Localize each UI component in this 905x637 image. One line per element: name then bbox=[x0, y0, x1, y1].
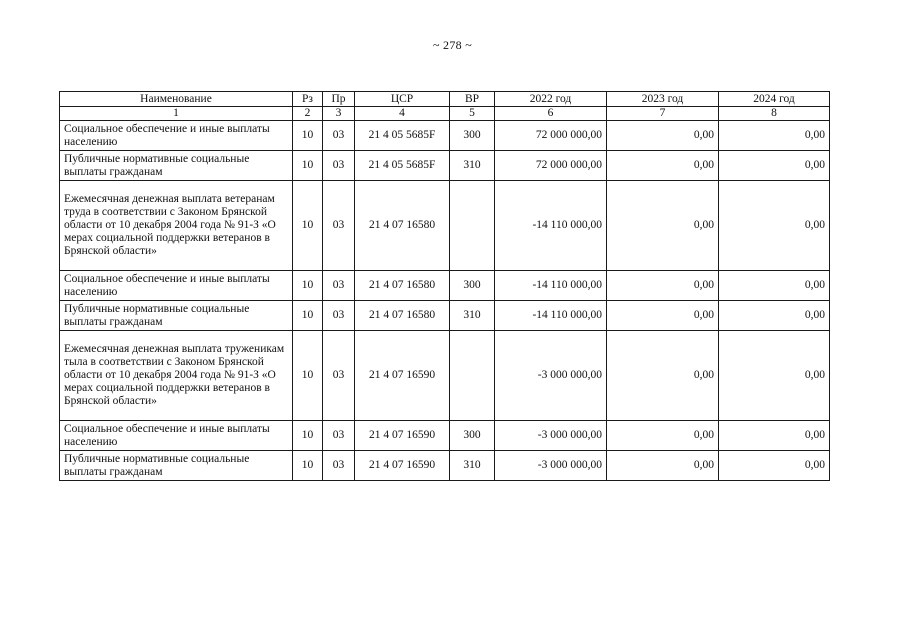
table-row bbox=[60, 451, 830, 481]
page-number: ~ 278 ~ bbox=[432, 38, 473, 52]
row-csr: 21 4 07 16580 bbox=[355, 181, 450, 271]
row-2024: 0,00 bbox=[719, 421, 830, 451]
table-row bbox=[60, 271, 830, 301]
row-name: Публичные нормативные социальные выплаты гражданам bbox=[60, 151, 293, 181]
row-2024: 0,00 bbox=[719, 331, 830, 421]
column-number: 2 bbox=[293, 107, 323, 121]
row-2023: 0,00 bbox=[607, 331, 719, 421]
row-rz: 10 bbox=[293, 301, 323, 331]
row-2024: 0,00 bbox=[719, 301, 830, 331]
row-2024: 0,00 bbox=[719, 151, 830, 181]
row-2023: 0,00 bbox=[607, 121, 719, 151]
row-rz: 10 bbox=[293, 121, 323, 151]
row-rz: 10 bbox=[293, 271, 323, 301]
column-number: 8 bbox=[719, 107, 830, 121]
row-name: Публичные нормативные социальные выплаты гражданам bbox=[60, 301, 293, 331]
row-rz: 10 bbox=[293, 181, 323, 271]
row-rz: 10 bbox=[293, 451, 323, 481]
table-row bbox=[60, 151, 830, 181]
row-2022: -3 000 000,00 bbox=[495, 451, 607, 481]
row-name: Ежемесячная денежная выплата труженикам тыла в соответствии с Законом Брянской области от 10 декабря 2004 года № 91-З «О мерах социальной поддержки ветеранов в Брянской области» bbox=[60, 331, 293, 421]
row-name: Публичные нормативные социальные выплаты гражданам bbox=[60, 451, 293, 481]
column-number: 5 bbox=[450, 107, 495, 121]
table-row bbox=[60, 301, 830, 331]
table-row bbox=[60, 181, 830, 271]
column-number: 3 bbox=[323, 107, 355, 121]
row-csr: 21 4 07 16590 bbox=[355, 451, 450, 481]
row-2024: 0,00 bbox=[719, 451, 830, 481]
column-number: 1 bbox=[60, 107, 293, 121]
row-name: Социальное обеспечение и иные выплаты населению bbox=[60, 421, 293, 451]
header-pr: Пр bbox=[323, 92, 355, 107]
header-csr: ЦСР bbox=[355, 92, 450, 107]
column-number: 6 bbox=[495, 107, 607, 121]
row-vr bbox=[450, 181, 495, 271]
row-rz: 10 bbox=[293, 151, 323, 181]
row-name: Ежемесячная денежная выплата ветеранам труда в соответствии с Законом Брянской области от 10 декабря 2004 года № 91-З «О мерах социальной поддержки ветеранов в Брянской области» bbox=[60, 181, 293, 271]
row-2022: -3 000 000,00 bbox=[495, 421, 607, 451]
column-number: 4 bbox=[355, 107, 450, 121]
row-pr: 03 bbox=[323, 451, 355, 481]
row-csr: 21 4 07 16590 bbox=[355, 421, 450, 451]
budget-table bbox=[59, 91, 830, 481]
row-vr: 310 bbox=[450, 151, 495, 181]
row-2022: 72 000 000,00 bbox=[495, 121, 607, 151]
row-2022: 72 000 000,00 bbox=[495, 151, 607, 181]
row-2023: 0,00 bbox=[607, 301, 719, 331]
row-2023: 0,00 bbox=[607, 421, 719, 451]
column-number-row bbox=[60, 107, 830, 121]
row-vr: 310 bbox=[450, 451, 495, 481]
row-csr: 21 4 07 16590 bbox=[355, 331, 450, 421]
table-row bbox=[60, 121, 830, 151]
row-2024: 0,00 bbox=[719, 181, 830, 271]
row-2022: -14 110 000,00 bbox=[495, 301, 607, 331]
header-2023: 2023 год bbox=[607, 92, 719, 107]
row-2023: 0,00 bbox=[607, 451, 719, 481]
row-vr bbox=[450, 331, 495, 421]
row-pr: 03 bbox=[323, 331, 355, 421]
row-2024: 0,00 bbox=[719, 271, 830, 301]
row-2022: -14 110 000,00 bbox=[495, 271, 607, 301]
header-row bbox=[60, 92, 830, 107]
row-2022: -14 110 000,00 bbox=[495, 181, 607, 271]
row-pr: 03 bbox=[323, 181, 355, 271]
header-2024: 2024 год bbox=[719, 92, 830, 107]
row-csr: 21 4 07 16580 bbox=[355, 301, 450, 331]
row-2023: 0,00 bbox=[607, 181, 719, 271]
header-name: Наименование bbox=[60, 92, 293, 107]
row-2024: 0,00 bbox=[719, 121, 830, 151]
row-csr: 21 4 05 5685F bbox=[355, 151, 450, 181]
row-rz: 10 bbox=[293, 331, 323, 421]
row-pr: 03 bbox=[323, 301, 355, 331]
table-row bbox=[60, 421, 830, 451]
row-vr: 300 bbox=[450, 271, 495, 301]
row-rz: 10 bbox=[293, 421, 323, 451]
row-2023: 0,00 bbox=[607, 271, 719, 301]
row-2022: -3 000 000,00 bbox=[495, 331, 607, 421]
header-vr: ВР bbox=[450, 92, 495, 107]
header-2022: 2022 год bbox=[495, 92, 607, 107]
row-pr: 03 bbox=[323, 151, 355, 181]
row-2023: 0,00 bbox=[607, 151, 719, 181]
row-pr: 03 bbox=[323, 271, 355, 301]
row-name: Социальное обеспечение и иные выплаты населению bbox=[60, 271, 293, 301]
table-row bbox=[60, 331, 830, 421]
column-number: 7 bbox=[607, 107, 719, 121]
row-csr: 21 4 07 16580 bbox=[355, 271, 450, 301]
header-rz: Рз bbox=[293, 92, 323, 107]
row-csr: 21 4 05 5685F bbox=[355, 121, 450, 151]
row-vr: 300 bbox=[450, 421, 495, 451]
row-name: Социальное обеспечение и иные выплаты населению bbox=[60, 121, 293, 151]
row-vr: 310 bbox=[450, 301, 495, 331]
row-pr: 03 bbox=[323, 421, 355, 451]
row-vr: 300 bbox=[450, 121, 495, 151]
row-pr: 03 bbox=[323, 121, 355, 151]
